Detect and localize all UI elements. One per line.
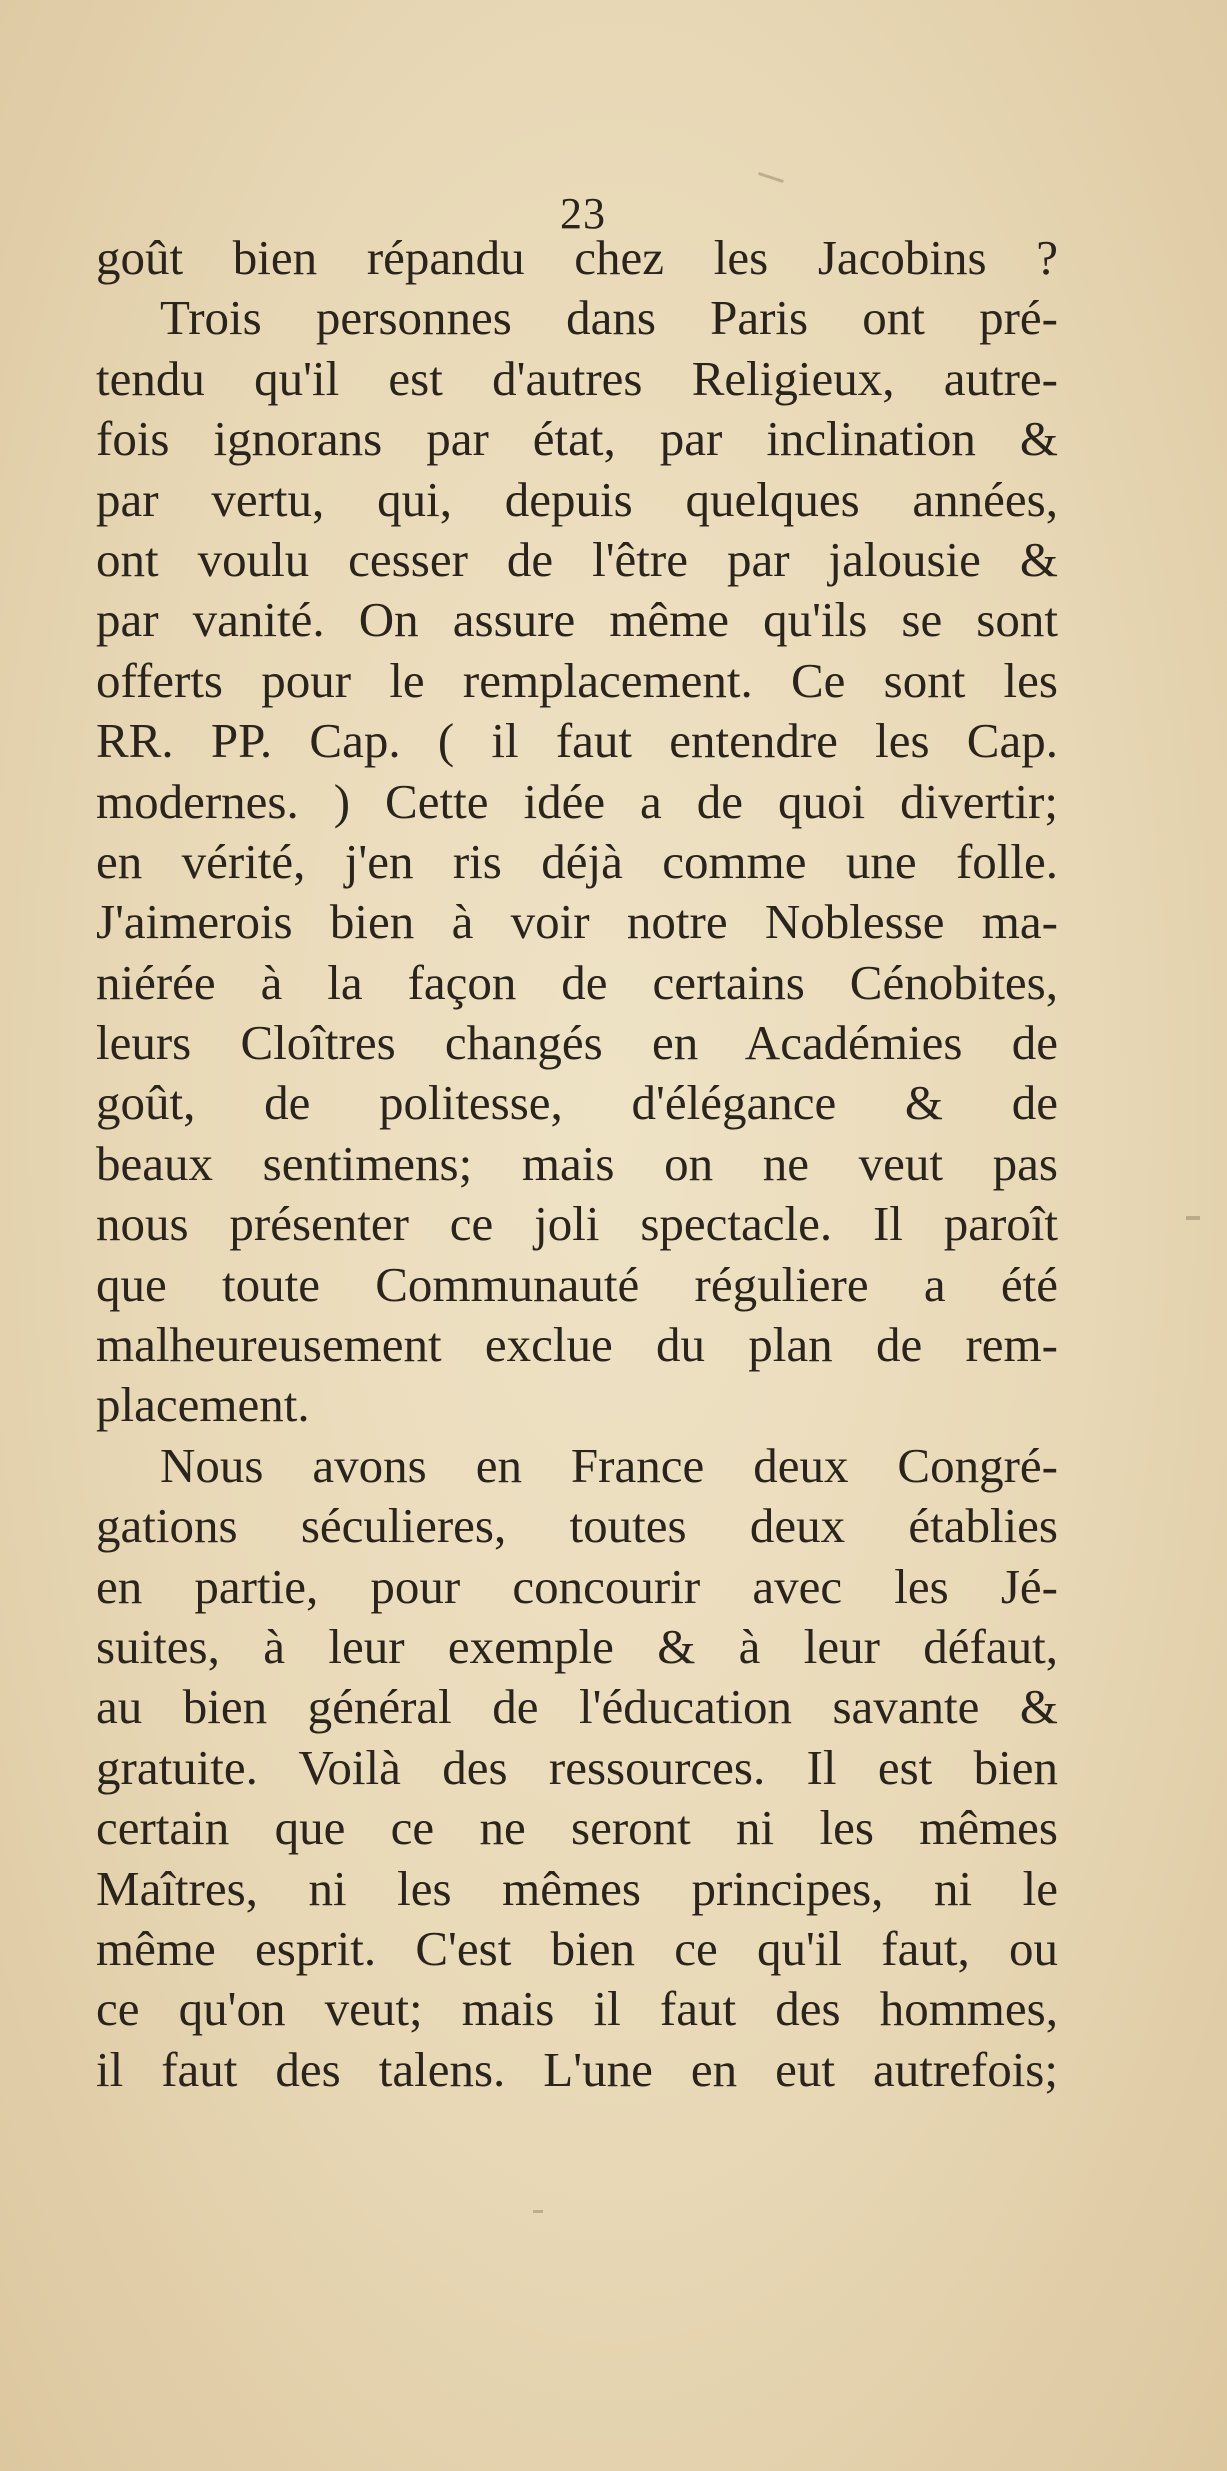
paper-blemish <box>533 2210 543 2213</box>
paper-blemish <box>1186 1216 1200 1220</box>
text-line: RR. PP. Cap. ( il faut entendre les Cap. <box>96 713 1058 769</box>
text-line: gations séculieres, toutes deux établies <box>96 1498 1058 1554</box>
text-line: que toute Communauté réguliere a été <box>96 1256 1058 1312</box>
text-line: même esprit. C'est bien ce qu'il faut, ou <box>96 1920 1058 1976</box>
text-line: Trois personnes dans Paris ont pré- <box>160 290 1058 346</box>
text-line: ont voulu cesser de l'être par jalousie & <box>96 531 1058 587</box>
text-line: par vertu, qui, depuis quelques années, <box>96 471 1058 527</box>
text-line: il faut des talens. L'une en eut autrefois; <box>96 2041 1058 2097</box>
text-line: nous présenter ce joli spectacle. Il paroît <box>96 1196 1058 1252</box>
page-number: 23 <box>560 189 606 238</box>
text-line: malheureusement exclue du plan de rem- <box>96 1317 1058 1373</box>
text-line: leurs Cloîtres changés en Académies de <box>96 1015 1058 1071</box>
text-line: goût bien répandu chez les Jacobins ? <box>96 230 1058 285</box>
paper-blemish <box>758 172 784 183</box>
text-line: offerts pour le remplacement. Ce sont les <box>96 652 1058 708</box>
text-line: fois ignorans par état, par inclination & <box>96 411 1058 467</box>
text-line: Maîtres, ni les mêmes principes, ni le <box>96 1860 1058 1916</box>
body-text <box>96 228 1058 2100</box>
text-line: placement. <box>96 1377 310 1433</box>
text-line: modernes. ) Cette idée a de quoi divertir; <box>96 773 1058 829</box>
text-line: suites, à leur exemple & à leur défaut, <box>96 1618 1058 1674</box>
text-line: par vanité. On assure même qu'ils se sont <box>96 592 1058 648</box>
text-line: gratuite. Voilà des ressources. Il est bien <box>96 1739 1058 1795</box>
text-line: au bien général de l'éducation savante & <box>96 1679 1058 1735</box>
text-line: beaux sentimens; mais on ne veut pas <box>96 1135 1058 1191</box>
text-line: ce qu'on veut; mais il faut des hommes, <box>96 1981 1058 2037</box>
text-line: en partie, pour concourir avec les Jé- <box>96 1558 1058 1614</box>
text-line: niérée à la façon de certains Cénobites, <box>96 954 1058 1010</box>
text-line: goût, de politesse, d'élégance & de <box>96 1075 1058 1131</box>
text-line: J'aimerois bien à voir notre Noblesse ma- <box>96 894 1058 950</box>
text-line: tendu qu'il est d'autres Religieux, autre- <box>96 350 1058 406</box>
text-line: Nous avons en France deux Congré- <box>160 1437 1058 1493</box>
text-line: certain que ce ne seront ni les mêmes <box>96 1800 1058 1856</box>
text-line: en vérité, j'en ris déjà comme une folle. <box>96 833 1058 889</box>
